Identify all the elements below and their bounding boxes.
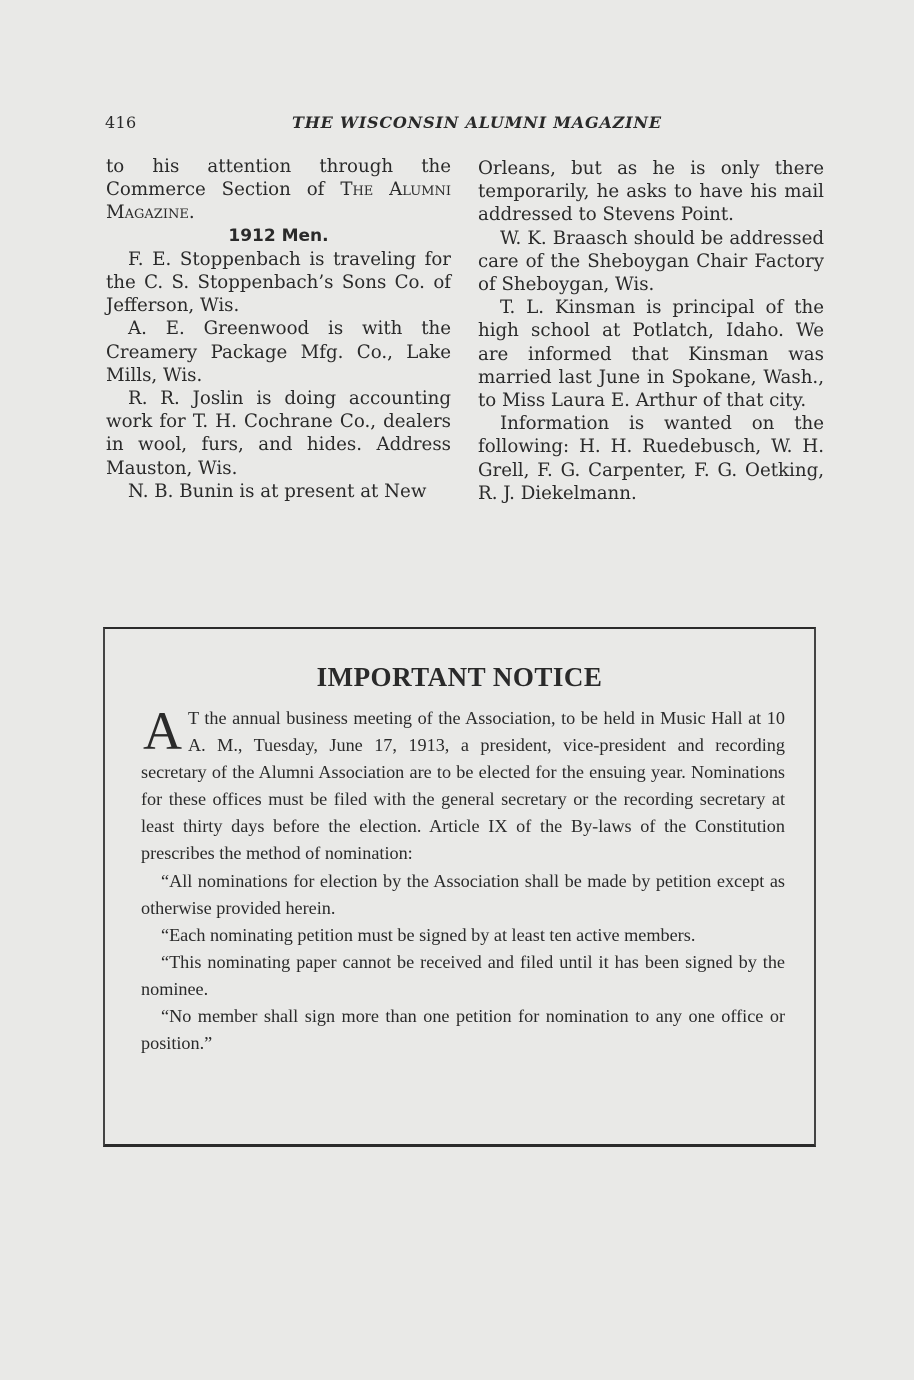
notice-body — [141, 701, 785, 1057]
paragraph-stoppenbach: F. E. Stoppenbach is traveling for the C. S. Stoppenbach’s Sons Co. of Jefferson, Wis. — [106, 248, 451, 317]
paragraph-braasch: W. K. Braasch should be addressed care of the Sheboygan Chair Factory of Sheboygan, Wis. — [478, 227, 824, 296]
notice-paragraph-1-text: T the annual business meeting of the Association, to be held in Music Hall at 10 A. M., Tuesday, June 17, 1913, a president, vice-president and recording secretary of the Alumni Association are to be elected for the ensuing year. Nominations for these offices must be filed with the general secretary or the recording secretary at least thirty days before the election. Article IX of the By-laws of the Constitution prescribes the method of nomination: — [141, 708, 785, 864]
paragraph-bunin: N. B. Bunin is at present at New — [128, 480, 427, 502]
running-title: THE WISCONSIN ALUMNI MAGAZINE — [292, 113, 662, 132]
continuation-period: . — [188, 202, 195, 224]
notice-paragraph-4: “This nominating paper cannot be received and filed until it has been signed by the nominee. — [141, 951, 785, 999]
drop-cap: A — [143, 701, 182, 761]
notice-paragraph-5: “No member shall sign more than one petition for nomination to any one office or position.” — [141, 1006, 785, 1054]
paragraph-information-wanted: Information is wanted on the following: H. H. Ruedebusch, W. H. Grell, F. G. Carpenter, F. G. Oetking, R. J. Diekelmann. — [478, 413, 824, 504]
notice-title: IMPORTANT NOTICE — [316, 662, 603, 692]
paragraph-joslin: R. R. Joslin is doing accounting work for T. H. Cochrane Co., dealers in wool, furs, and hides. Address Mauston, Wis. — [106, 388, 451, 479]
paragraph-greenwood: A. E. Greenwood is with the Creamery Package Mfg. Co., Lake Mills, Wis. — [106, 318, 451, 386]
notice-paragraph-2: “All nominations for election by the Association shall be made by petition except as otherwise provided herein. — [141, 870, 785, 918]
notice-paragraph-1 — [141, 701, 785, 868]
important-notice-box — [103, 627, 816, 1147]
section-subhead: 1912 Men. — [228, 225, 329, 246]
continuation-text: to his attention through the Commerce Section of — [106, 156, 451, 201]
left-column — [106, 155, 451, 503]
paragraph-bunin-continued: Orleans, but as he is only there temporarily, he asks to have his mail addressed to Stevens Point. — [478, 158, 824, 226]
paragraph-continuation — [106, 155, 451, 225]
page-number: 416 — [105, 113, 137, 132]
right-column — [478, 157, 824, 505]
magazine-name: The Alumni Magazine — [106, 179, 451, 224]
paragraph-kinsman: T. L. Kinsman is principal of the high school at Potlatch, Idaho. We are informed that Kinsman was married last June in Spokane, Wash., to Miss Laura E. Arthur of that city. — [478, 297, 824, 412]
notice-paragraph-3: “Each nominating petition must be signed by at least ten active members. — [161, 924, 696, 945]
